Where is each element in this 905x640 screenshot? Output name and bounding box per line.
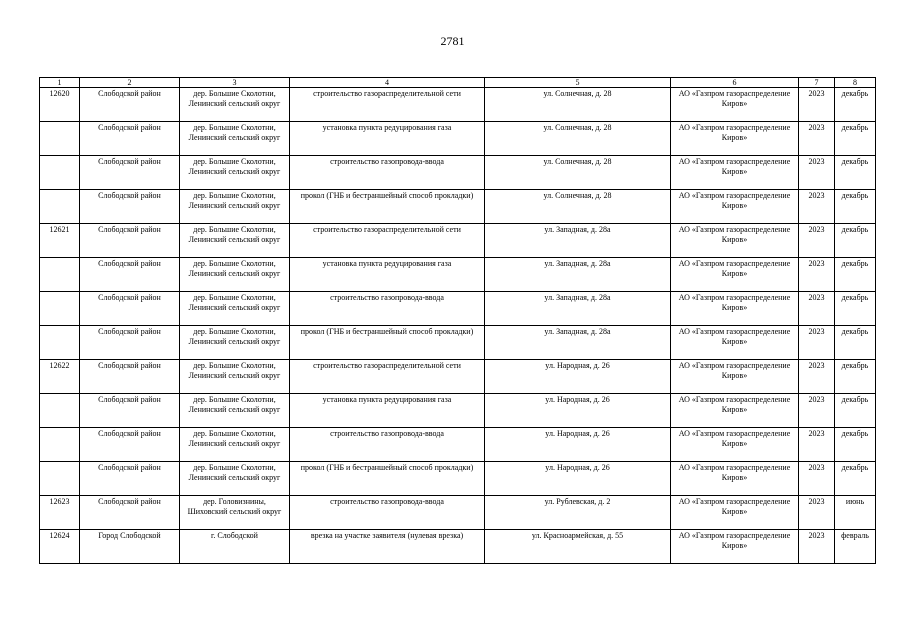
district-cell: Слободской район bbox=[80, 292, 180, 326]
column-header: 2 bbox=[80, 78, 180, 88]
organization-line: АО «Газпром газораспределение bbox=[678, 123, 791, 132]
year-cell: 2023 bbox=[799, 462, 835, 496]
organization-cell bbox=[671, 190, 799, 224]
locality-line: Ленинский сельский округ bbox=[188, 167, 281, 176]
organization-line: Киров» bbox=[721, 235, 748, 244]
year-cell: 2023 bbox=[799, 258, 835, 292]
month-cell: декабрь bbox=[835, 394, 876, 428]
column-header: 1 bbox=[40, 78, 80, 88]
year-cell: 2023 bbox=[799, 292, 835, 326]
record-number: 12621 bbox=[40, 224, 80, 258]
locality-line: дер. Большие Сколотни, bbox=[193, 395, 276, 404]
address-cell: ул. Солнечная, д. 28 bbox=[485, 88, 671, 122]
table-row bbox=[40, 496, 876, 530]
year-cell: 2023 bbox=[799, 122, 835, 156]
organization-line: Киров» bbox=[721, 541, 748, 550]
month-cell: декабрь bbox=[835, 360, 876, 394]
record-number: 12624 bbox=[40, 530, 80, 564]
locality-cell bbox=[180, 122, 290, 156]
locality-line: дер. Большие Сколотни, bbox=[193, 89, 276, 98]
district-cell: Город Слободской bbox=[80, 530, 180, 564]
organization-line: Киров» bbox=[721, 439, 748, 448]
record-number bbox=[40, 156, 80, 190]
organization-line: АО «Газпром газораспределение bbox=[678, 259, 791, 268]
work-type-cell: строительство газопровода-ввода bbox=[290, 428, 485, 462]
month-cell: декабрь bbox=[835, 224, 876, 258]
month-cell: декабрь bbox=[835, 428, 876, 462]
locality-cell bbox=[180, 224, 290, 258]
record-number: 12623 bbox=[40, 496, 80, 530]
table-row bbox=[40, 88, 876, 122]
locality-line: дер. Головизнины, bbox=[203, 497, 266, 506]
column-header: 6 bbox=[671, 78, 799, 88]
organization-line: АО «Газпром газораспределение bbox=[678, 463, 791, 472]
year-cell: 2023 bbox=[799, 496, 835, 530]
district-cell: Слободской район bbox=[80, 360, 180, 394]
record-number bbox=[40, 258, 80, 292]
organization-line: АО «Газпром газораспределение bbox=[678, 395, 791, 404]
address-cell: ул. Солнечная, д. 28 bbox=[485, 156, 671, 190]
district-cell: Слободской район bbox=[80, 394, 180, 428]
organization-line: АО «Газпром газораспределение bbox=[678, 531, 791, 540]
organization-cell bbox=[671, 530, 799, 564]
work-type-cell: строительство газораспределительной сети bbox=[290, 88, 485, 122]
locality-line: дер. Большие Сколотни, bbox=[193, 327, 276, 336]
organization-line: Киров» bbox=[721, 167, 748, 176]
address-cell: ул. Красноармейская, д. 55 bbox=[485, 530, 671, 564]
district-cell: Слободской район bbox=[80, 258, 180, 292]
organization-cell bbox=[671, 394, 799, 428]
district-cell: Слободской район bbox=[80, 462, 180, 496]
locality-cell bbox=[180, 88, 290, 122]
organization-cell bbox=[671, 360, 799, 394]
locality-cell bbox=[180, 428, 290, 462]
month-cell: июнь bbox=[835, 496, 876, 530]
month-cell: декабрь bbox=[835, 292, 876, 326]
organization-line: Киров» bbox=[721, 303, 748, 312]
record-number bbox=[40, 292, 80, 326]
record-number: 12620 bbox=[40, 88, 80, 122]
locality-line: г. Слободской bbox=[211, 531, 258, 540]
year-cell: 2023 bbox=[799, 190, 835, 224]
organization-cell bbox=[671, 88, 799, 122]
locality-line: Ленинский сельский округ bbox=[188, 235, 281, 244]
year-cell: 2023 bbox=[799, 360, 835, 394]
work-type-cell: строительство газопровода-ввода bbox=[290, 496, 485, 530]
address-cell: ул. Народная, д. 26 bbox=[485, 462, 671, 496]
header-row bbox=[40, 78, 876, 88]
year-cell: 2023 bbox=[799, 224, 835, 258]
year-cell: 2023 bbox=[799, 326, 835, 360]
locality-line: дер. Большие Сколотни, bbox=[193, 123, 276, 132]
locality-cell bbox=[180, 462, 290, 496]
record-number bbox=[40, 462, 80, 496]
locality-line: Ленинский сельский округ bbox=[188, 473, 281, 482]
address-cell: ул. Западная, д. 28а bbox=[485, 326, 671, 360]
district-cell: Слободской район bbox=[80, 122, 180, 156]
work-type-cell: строительство газораспределительной сети bbox=[290, 360, 485, 394]
table-row bbox=[40, 394, 876, 428]
work-type-cell: установка пункта редуцирования газа bbox=[290, 394, 485, 428]
locality-line: Ленинский сельский округ bbox=[188, 371, 281, 380]
locality-cell bbox=[180, 496, 290, 530]
organization-line: Киров» bbox=[721, 473, 748, 482]
organization-cell bbox=[671, 292, 799, 326]
district-cell: Слободской район bbox=[80, 496, 180, 530]
locality-line: дер. Большие Сколотни, bbox=[193, 293, 276, 302]
table-row bbox=[40, 292, 876, 326]
table-row bbox=[40, 530, 876, 564]
organization-line: Киров» bbox=[721, 99, 748, 108]
work-type-cell: строительство газопровода-ввода bbox=[290, 292, 485, 326]
month-cell: декабрь bbox=[835, 156, 876, 190]
address-cell: ул. Народная, д. 26 bbox=[485, 394, 671, 428]
organization-cell bbox=[671, 462, 799, 496]
table-row bbox=[40, 224, 876, 258]
locality-cell bbox=[180, 530, 290, 564]
organization-cell bbox=[671, 122, 799, 156]
table-row bbox=[40, 122, 876, 156]
locality-line: дер. Большие Сколотни, bbox=[193, 259, 276, 268]
table-row bbox=[40, 258, 876, 292]
organization-cell bbox=[671, 496, 799, 530]
column-header: 7 bbox=[799, 78, 835, 88]
address-cell: ул. Западная, д. 28а bbox=[485, 258, 671, 292]
locality-line: Ленинский сельский округ bbox=[188, 99, 281, 108]
table-row bbox=[40, 156, 876, 190]
month-cell: декабрь bbox=[835, 258, 876, 292]
locality-cell bbox=[180, 292, 290, 326]
record-number bbox=[40, 190, 80, 224]
locality-line: Шиховский сельский округ bbox=[187, 507, 282, 516]
organization-cell bbox=[671, 224, 799, 258]
work-type-cell: строительство газопровода-ввода bbox=[290, 156, 485, 190]
organization-line: Киров» bbox=[721, 133, 748, 142]
locality-cell bbox=[180, 394, 290, 428]
record-number bbox=[40, 394, 80, 428]
organization-line: Киров» bbox=[721, 371, 748, 380]
organization-cell bbox=[671, 428, 799, 462]
data-table bbox=[39, 77, 876, 564]
work-type-cell: прокол (ГНБ и бестраншейный способ прокладки) bbox=[290, 462, 485, 496]
district-cell: Слободской район bbox=[80, 156, 180, 190]
organization-line: АО «Газпром газораспределение bbox=[678, 89, 791, 98]
month-cell: декабрь bbox=[835, 190, 876, 224]
organization-line: АО «Газпром газораспределение bbox=[678, 429, 791, 438]
table-row bbox=[40, 326, 876, 360]
year-cell: 2023 bbox=[799, 530, 835, 564]
address-cell: ул. Западная, д. 28а bbox=[485, 224, 671, 258]
month-cell: декабрь bbox=[835, 122, 876, 156]
district-cell: Слободской район bbox=[80, 428, 180, 462]
year-cell: 2023 bbox=[799, 156, 835, 190]
locality-line: дер. Большие Сколотни, bbox=[193, 191, 276, 200]
table-row bbox=[40, 462, 876, 496]
organization-line: АО «Газпром газораспределение bbox=[678, 327, 791, 336]
organization-line: АО «Газпром газораспределение bbox=[678, 361, 791, 370]
locality-line: дер. Большие Сколотни, bbox=[193, 361, 276, 370]
column-header: 5 bbox=[485, 78, 671, 88]
organization-line: АО «Газпром газораспределение bbox=[678, 157, 791, 166]
column-header: 4 bbox=[290, 78, 485, 88]
year-cell: 2023 bbox=[799, 428, 835, 462]
district-cell: Слободской район bbox=[80, 224, 180, 258]
record-number bbox=[40, 428, 80, 462]
address-cell: ул. Солнечная, д. 28 bbox=[485, 190, 671, 224]
locality-line: Ленинский сельский округ bbox=[188, 133, 281, 142]
locality-line: Ленинский сельский округ bbox=[188, 201, 281, 210]
table-row bbox=[40, 428, 876, 462]
table-row bbox=[40, 360, 876, 394]
work-type-cell: строительство газораспределительной сети bbox=[290, 224, 485, 258]
address-cell: ул. Рублевская, д. 2 bbox=[485, 496, 671, 530]
locality-cell bbox=[180, 156, 290, 190]
district-cell: Слободской район bbox=[80, 326, 180, 360]
year-cell: 2023 bbox=[799, 394, 835, 428]
locality-line: дер. Большие Сколотни, bbox=[193, 157, 276, 166]
organization-line: АО «Газпром газораспределение bbox=[678, 293, 791, 302]
column-header: 8 bbox=[835, 78, 876, 88]
organization-line: АО «Газпром газораспределение bbox=[678, 225, 791, 234]
locality-line: Ленинский сельский округ bbox=[188, 439, 281, 448]
record-number bbox=[40, 122, 80, 156]
address-cell: ул. Западная, д. 28а bbox=[485, 292, 671, 326]
month-cell: декабрь bbox=[835, 462, 876, 496]
organization-line: АО «Газпром газораспределение bbox=[678, 497, 791, 506]
work-type-cell: установка пункта редуцирования газа bbox=[290, 122, 485, 156]
work-type-cell: врезка на участке заявителя (нулевая врезка) bbox=[290, 530, 485, 564]
locality-cell bbox=[180, 326, 290, 360]
address-cell: ул. Народная, д. 26 bbox=[485, 360, 671, 394]
locality-line: Ленинский сельский округ bbox=[188, 337, 281, 346]
organization-cell bbox=[671, 258, 799, 292]
organization-cell bbox=[671, 326, 799, 360]
organization-line: Киров» bbox=[721, 507, 748, 516]
locality-line: дер. Большие Сколотни, bbox=[193, 463, 276, 472]
locality-line: Ленинский сельский округ bbox=[188, 405, 281, 414]
column-header: 3 bbox=[180, 78, 290, 88]
locality-line: дер. Большие Сколотни, bbox=[193, 429, 276, 438]
page-number: 2781 bbox=[440, 34, 465, 48]
work-type-cell: прокол (ГНБ и бестраншейный способ прокладки) bbox=[290, 326, 485, 360]
locality-line: дер. Большие Сколотни, bbox=[193, 225, 276, 234]
record-number bbox=[40, 326, 80, 360]
year-cell: 2023 bbox=[799, 88, 835, 122]
address-cell: ул. Народная, д. 26 bbox=[485, 428, 671, 462]
locality-line: Ленинский сельский округ bbox=[188, 303, 281, 312]
district-cell: Слободской район bbox=[80, 88, 180, 122]
work-type-cell: прокол (ГНБ и бестраншейный способ прокладки) bbox=[290, 190, 485, 224]
organization-line: Киров» bbox=[721, 201, 748, 210]
district-cell: Слободской район bbox=[80, 190, 180, 224]
record-number: 12622 bbox=[40, 360, 80, 394]
month-cell: февраль bbox=[835, 530, 876, 564]
month-cell: декабрь bbox=[835, 326, 876, 360]
month-cell: декабрь bbox=[835, 88, 876, 122]
locality-line: Ленинский сельский округ bbox=[188, 269, 281, 278]
table-row bbox=[40, 190, 876, 224]
work-type-cell: установка пункта редуцирования газа bbox=[290, 258, 485, 292]
organization-line: Киров» bbox=[721, 269, 748, 278]
organization-line: Киров» bbox=[721, 405, 748, 414]
address-cell: ул. Солнечная, д. 28 bbox=[485, 122, 671, 156]
locality-cell bbox=[180, 360, 290, 394]
locality-cell bbox=[180, 258, 290, 292]
organization-cell bbox=[671, 156, 799, 190]
locality-cell bbox=[180, 190, 290, 224]
organization-line: Киров» bbox=[721, 337, 748, 346]
organization-line: АО «Газпром газораспределение bbox=[678, 191, 791, 200]
